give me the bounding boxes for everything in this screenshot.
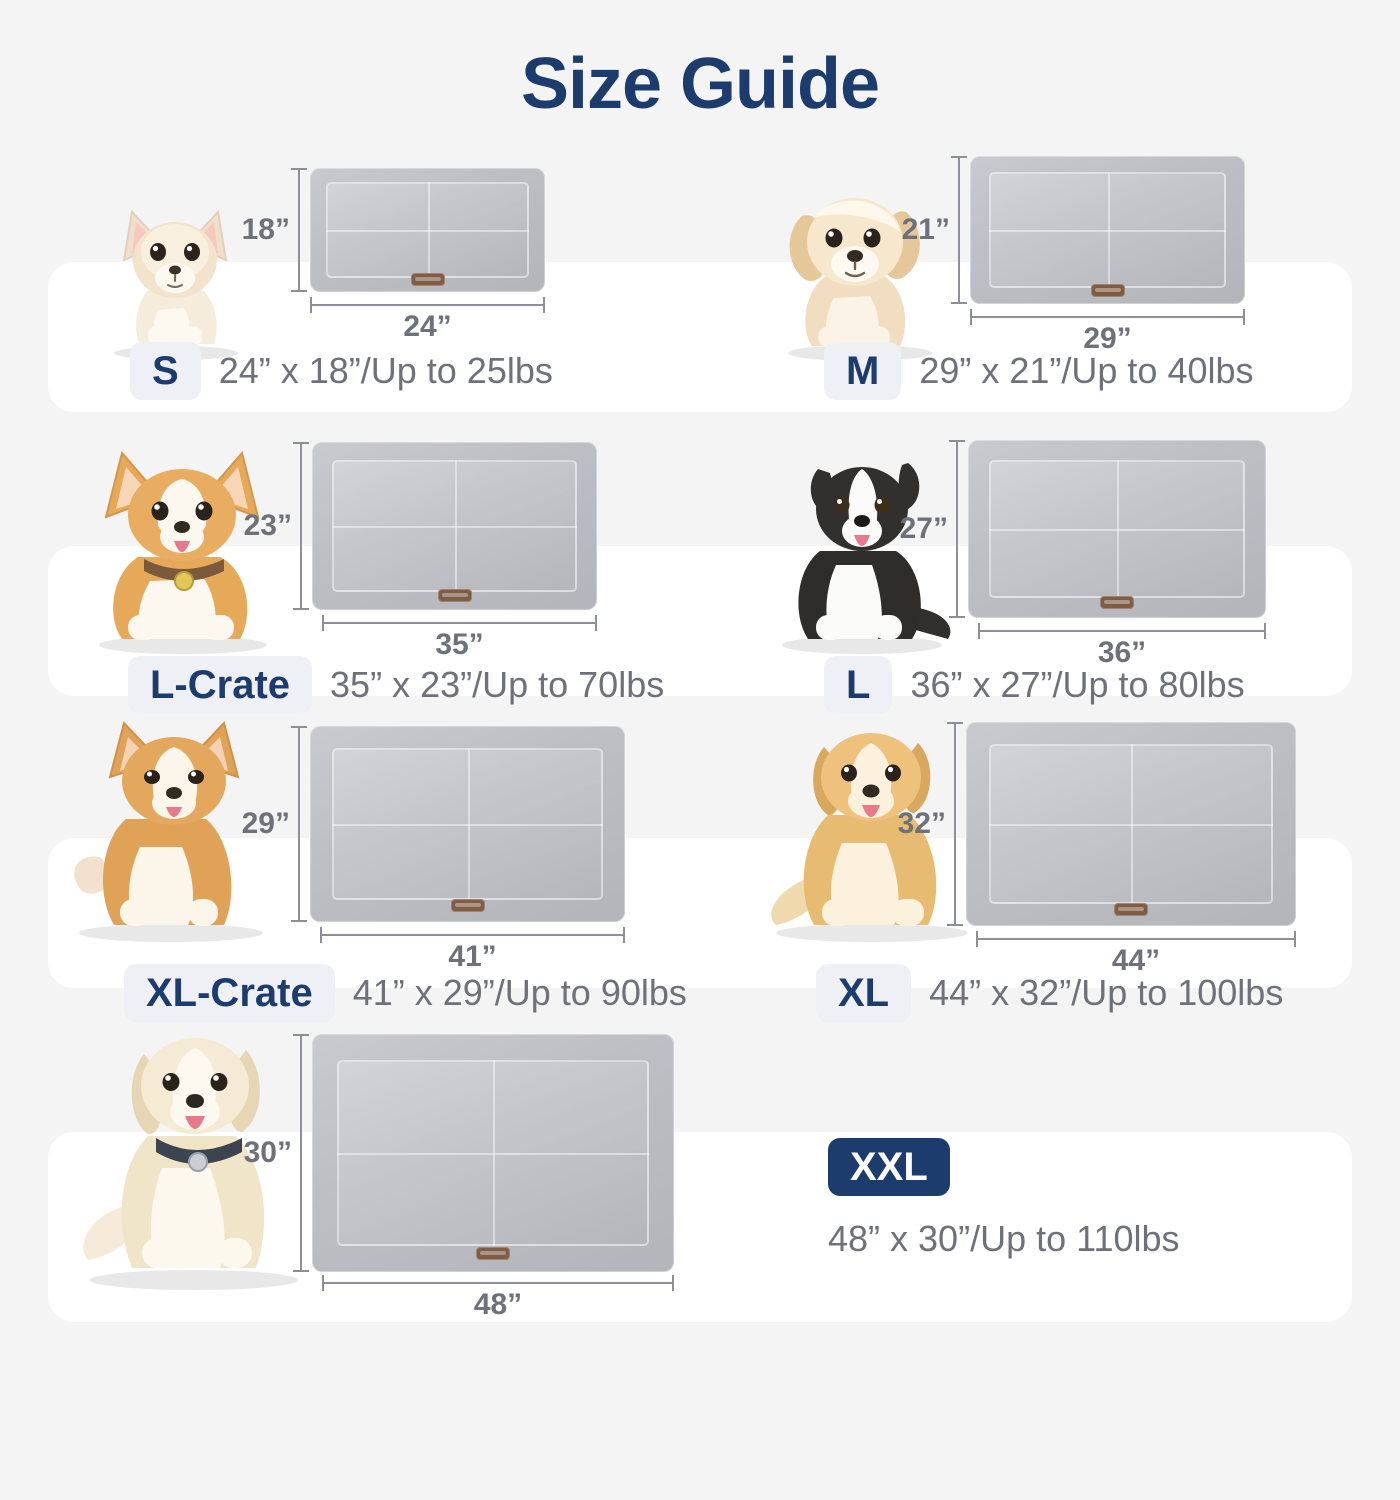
size-caption-s: [130, 342, 553, 400]
mat-l-crate: [312, 442, 597, 610]
size-row-1: [0, 146, 1400, 434]
size-chip-m: M: [824, 342, 901, 400]
width-label-xl-crate: 41”: [448, 940, 497, 973]
height-label-l-crate: 23”: [243, 509, 292, 542]
dog-golden-retriever: [754, 707, 984, 942]
width-dimension-line-l: [978, 630, 1266, 669]
size-spec-m: 29” x 21”/Up to 40lbs: [919, 350, 1254, 391]
width-dimension-line-m: [970, 316, 1245, 355]
size-row-3: [0, 722, 1400, 1015]
size-caption-m: [824, 342, 1254, 400]
width-label-m: 29”: [1083, 322, 1132, 355]
width-label-xl: 44”: [1111, 944, 1161, 977]
size-chip-xl: XL: [816, 964, 911, 1022]
brand-tag-icon: [1091, 284, 1125, 297]
height-dimension-line-xxl: [243, 1034, 302, 1272]
size-cell-xl: [700, 722, 1400, 1015]
height-dimension-line-xl-crate: [241, 726, 300, 922]
height-label-s: 18”: [241, 213, 290, 246]
width-dimension-line-s: [310, 304, 545, 343]
dog-corgi: [78, 439, 278, 654]
width-dimension-line-xxl: [322, 1282, 674, 1321]
size-visual-xl: [700, 722, 1400, 977]
height-label-xl: 32”: [897, 807, 946, 840]
size-visual-xl-crate: [0, 722, 700, 973]
height-label-m: 21”: [901, 213, 950, 246]
brand-tag-icon: [411, 273, 445, 286]
width-label-l: 36”: [1097, 636, 1147, 669]
width-label-l-crate: 35”: [435, 628, 484, 661]
size-spec-l: 36” x 27”/Up to 80lbs: [910, 664, 1245, 705]
size-spec-s: 24” x 18”/Up to 25lbs: [218, 350, 553, 391]
width-dimension-line-l-crate: [322, 622, 597, 661]
size-spec-xxl: 48” x 30”/Up to 110lbs: [828, 1218, 1180, 1259]
brand-tag-icon: [476, 1247, 510, 1260]
height-label-l: 27”: [899, 512, 948, 545]
size-cell-xxl: [0, 1010, 1400, 1360]
height-label-xxl: 30”: [243, 1136, 292, 1169]
size-visual-xxl: [0, 1010, 1400, 1321]
mat-xl-crate: [310, 726, 625, 922]
height-dimension-line-m: [901, 156, 960, 304]
size-cell-xl-crate: [0, 722, 700, 1015]
mat-m: [970, 156, 1245, 304]
page-title: Size Guide: [520, 44, 880, 124]
size-cell-s: [0, 146, 700, 434]
brand-tag-icon: [438, 589, 472, 602]
brand-tag-icon: [451, 899, 485, 912]
size-spec-xl: 44” x 32”/Up to 100lbs: [929, 972, 1284, 1013]
dog-cream-puppy: [760, 172, 950, 362]
mat-l: [968, 440, 1266, 618]
dog-chihuahua: [96, 190, 256, 360]
width-label-s: 24”: [403, 310, 452, 343]
size-row-2: [0, 434, 1400, 722]
size-guide-rows: [0, 146, 1400, 1360]
size-cell-l-crate: [0, 434, 700, 722]
height-label-xl-crate: 29”: [241, 807, 290, 840]
size-chip-l-crate: L-Crate: [128, 656, 312, 714]
size-row-4: [0, 1010, 1400, 1360]
height-dimension-line-l-crate: [243, 442, 302, 610]
size-cell-m: [700, 146, 1400, 434]
mat-xxl: [312, 1034, 674, 1272]
size-caption-l-crate: [128, 656, 664, 714]
width-dimension-line-xl-crate: [320, 934, 625, 973]
brand-tag-icon: [1114, 903, 1148, 916]
mat-s: [310, 168, 545, 292]
width-label-xxl: 48”: [473, 1288, 523, 1321]
brand-tag-icon: [1100, 596, 1134, 609]
size-chip-xxl: XXL: [828, 1138, 950, 1196]
height-dimension-line-s: [241, 168, 300, 292]
size-visual-l: [700, 434, 1400, 669]
size-visual-m: [700, 146, 1400, 366]
size-chip-s: S: [130, 342, 201, 400]
size-caption-l: [824, 656, 1245, 714]
size-chip-xl-crate: XL-Crate: [124, 964, 335, 1022]
size-visual-s: [0, 146, 700, 366]
size-cell-l: [700, 434, 1400, 722]
dog-border-collie: [762, 439, 962, 654]
size-spec-xl-crate: 41” x 29”/Up to 90lbs: [352, 972, 687, 1013]
height-dimension-line-l: [899, 440, 958, 618]
size-spec-l-crate: 35” x 23”/Up to 70lbs: [330, 664, 665, 705]
size-chip-l: L: [824, 656, 892, 714]
size-visual-l-crate: [0, 434, 700, 661]
width-dimension-line-xl: [976, 938, 1296, 977]
mat-xl: [966, 722, 1296, 926]
size-caption-xxl: [828, 1138, 1180, 1260]
height-dimension-line-xl: [897, 722, 956, 926]
